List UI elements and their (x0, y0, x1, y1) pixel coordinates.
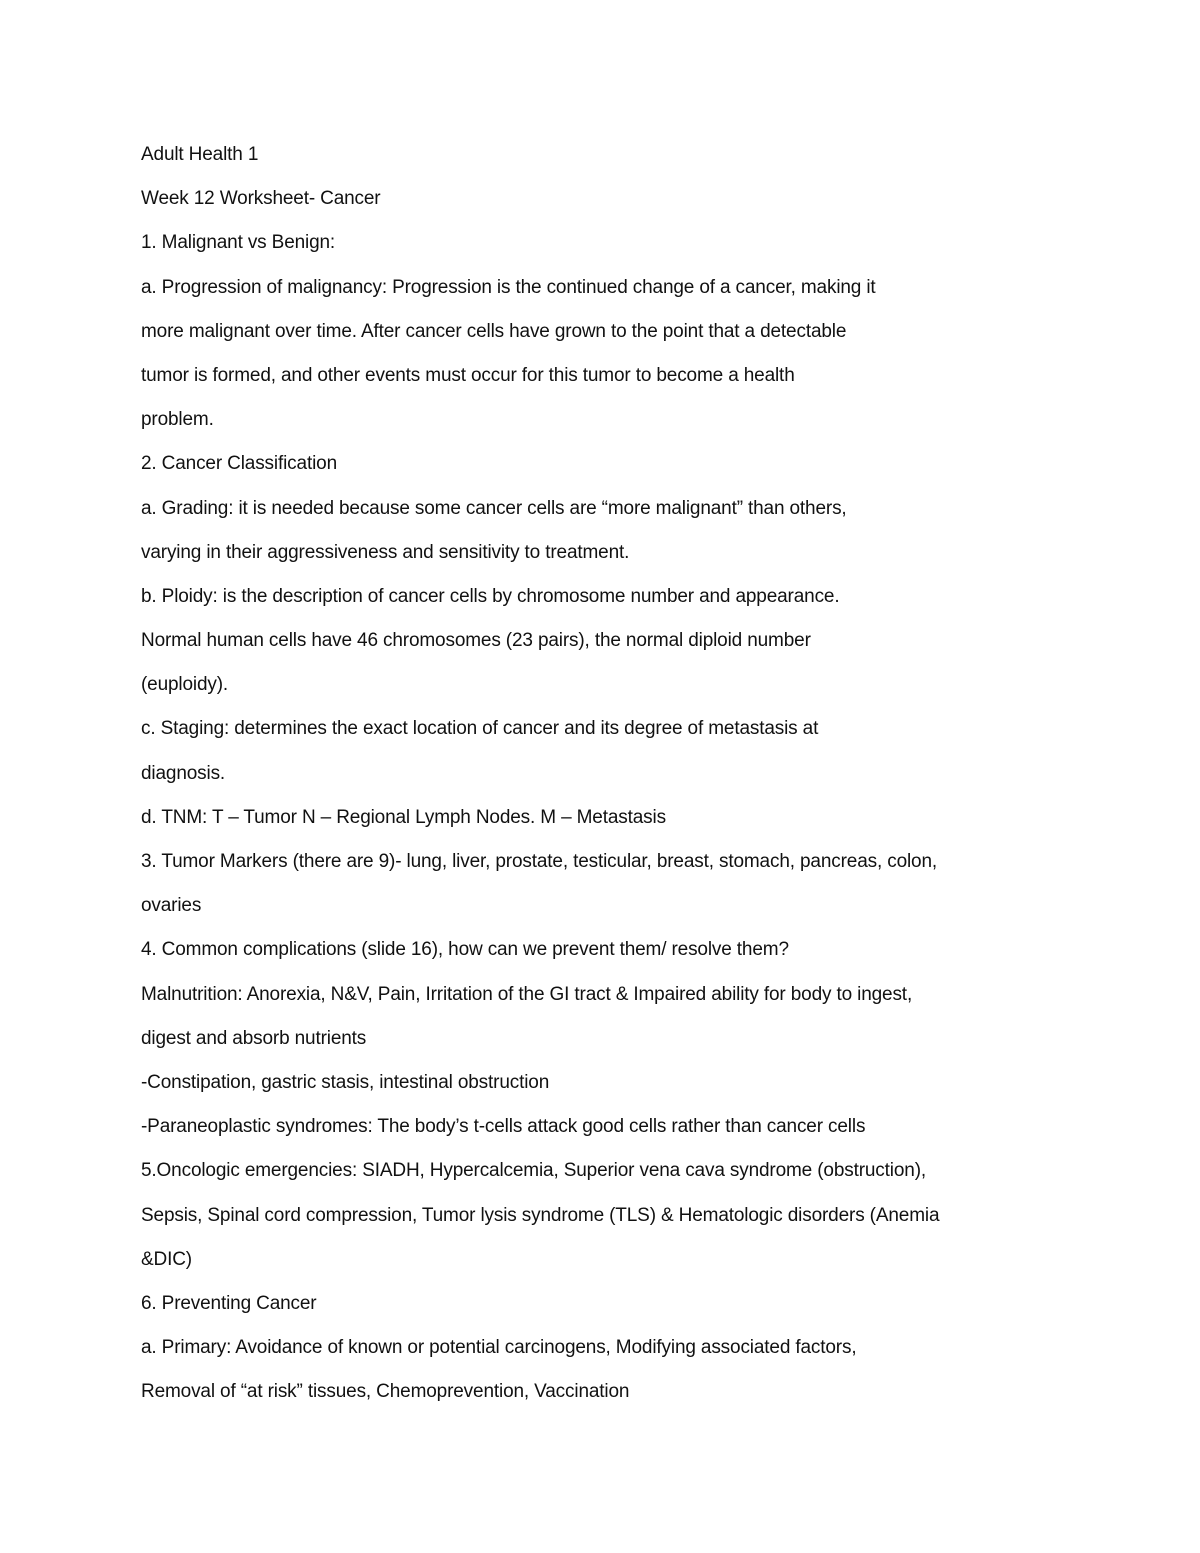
text-line: -Paraneoplastic syndromes: The body’s t-cells attack good cells rather than cancer cells (141, 1116, 866, 1138)
text-line: more malignant over time. After cancer cells have grown to the point that a detectable (141, 320, 847, 342)
section-heading-4: 4. Common complications (slide 16), how can we prevent them/ resolve them? (141, 939, 789, 961)
text-line: (euploidy). (141, 674, 229, 696)
text-line: a. Primary: Avoidance of known or potential carcinogens, Modifying associated factors, (141, 1337, 857, 1359)
section-heading-5: 5.Oncologic emergencies: SIADH, Hypercalcemia, Superior vena cava syndrome (obstruction), (141, 1160, 926, 1182)
text-line: diagnosis. (141, 762, 226, 784)
section-heading-6: 6. Preventing Cancer (141, 1292, 317, 1314)
text-line: Malnutrition: Anorexia, N&V, Pain, Irritation of the GI tract & Impaired ability for body to ingest, (141, 983, 913, 1005)
worksheet-title: Week 12 Worksheet- Cancer (141, 188, 381, 210)
text-line: varying in their aggressiveness and sensitivity to treatment. (141, 541, 630, 563)
text-line: &DIC) (141, 1248, 192, 1270)
text-line: b. Ploidy: is the description of cancer cells by chromosome number and appearance. (141, 585, 840, 607)
text-line: tumor is formed, and other events must occur for this tumor to become a health (141, 364, 795, 386)
text-line: Normal human cells have 46 chromosomes (23 pairs), the normal diploid number (141, 630, 811, 652)
text-line: ovaries (141, 895, 202, 917)
text-line: digest and absorb nutrients (141, 1027, 367, 1049)
text-line: -Constipation, gastric stasis, intestinal obstruction (141, 1071, 550, 1093)
text-line: d. TNM: T – Tumor N – Regional Lymph Nodes. M – Metastasis (141, 806, 666, 828)
text-line: a. Grading: it is needed because some cancer cells are “more malignant” than others, (141, 497, 847, 519)
document-body (141, 140, 1041, 1421)
text-line: Removal of “at risk” tissues, Chemoprevention, Vaccination (141, 1381, 630, 1403)
section-heading-3: 3. Tumor Markers (there are 9)- lung, liver, prostate, testicular, breast, stomach, pancreas, colon, (141, 851, 938, 872)
text-line: a. Progression of malignancy: Progression is the continued change of a cancer, making it (141, 276, 876, 298)
section-heading-2: 2. Cancer Classification (141, 453, 337, 475)
course-title: Adult Health 1 (141, 144, 259, 165)
text-line: problem. (141, 409, 214, 431)
section-heading-1: 1. Malignant vs Benign: (141, 232, 336, 254)
text-line: Sepsis, Spinal cord compression, Tumor lysis syndrome (TLS) & Hematologic disorders (Anemia (141, 1204, 940, 1226)
text-line: c. Staging: determines the exact location of cancer and its degree of metastasis at (141, 718, 819, 740)
